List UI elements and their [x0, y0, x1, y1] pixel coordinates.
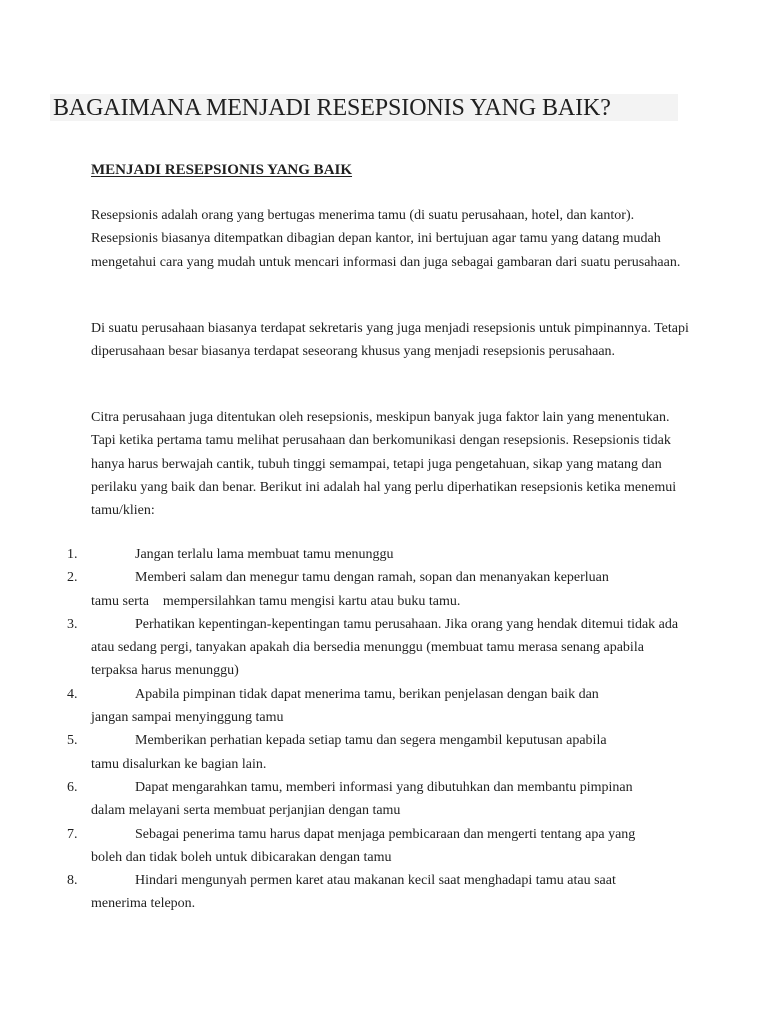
list-item-continuation: jangan sampai menyinggung tamu [91, 710, 284, 726]
list-item-continuation: dalam melayani serta membuat perjanjian dengan tamu [91, 803, 401, 819]
list-item [0, 823, 691, 870]
list-item [0, 543, 691, 566]
list-number: 1. [67, 547, 78, 562]
numbered-list [0, 543, 768, 916]
list-item [0, 566, 691, 613]
list-item-text: Memberikan perhatian kepada setiap tamu dan segera mengambil keputusan apabila [135, 733, 607, 749]
paragraph-text: Resepsionis adalah orang yang bertugas menerima tamu (di suatu perusahaan, hotel, dan kantor). Resepsionis biasanya ditempatkan dibagian depan kantor, ini bertujuan agar tamu yang datang mudah mengetahui cara yang mudah untuk mencari informasi dan juga sebagai gambaran dari suatu perusahaan. [91, 208, 681, 270]
list-item-text: Perhatikan kepentingan-kepentingan tamu perusahaan. Jika orang yang hendak ditemui [135, 616, 624, 632]
list-number: 4. [67, 686, 78, 702]
list-item-text: Jangan terlalu lama membuat tamu menunggu [135, 547, 394, 562]
list-number: 8. [67, 873, 78, 889]
list-item-continuation: tamu disalurkan ke bagian lain. [91, 756, 267, 772]
list-item-text: Hindari mengunyah permen karet atau makanan kecil saat menghadapi tamu atau saat [135, 873, 616, 889]
list-number: 7. [67, 826, 78, 842]
list-item-continuation: boleh dan tidak boleh untuk dibicarakan dengan tamu [91, 849, 392, 865]
paragraph-text: Citra perusahaan juga ditentukan oleh resepsionis, meskipun banyak juga faktor lain yang menentukan. Tapi ketika pertama tamu melihat perusahaan dan berkomunikasi dengan resepsionis. Resepsionis tidak hanya harus berwajah cantik, tubuh tinggi semampai, tetapi juga pengetahuan, sikap yang matang dan perilaku yang baik dan benar. Berikut ini adalah hal yang perlu diperhatikan resepsionis ketika menemui tamu/klien: [91, 410, 677, 519]
list-item-continuation: menerima telepon. [91, 896, 196, 912]
list-item-text: Sebagai penerima tamu harus dapat menjaga pembicaraan dan mengerti tentang apa yang [135, 826, 636, 842]
list-item-continuation: tamu serta [91, 593, 149, 609]
section-subheading: MENJADI RESEPSIONIS YANG BAIK [91, 162, 353, 178]
list-item-text: Apabila pimpinan tidak dapat menerima tamu, berikan penjelasan dengan baik dan [135, 686, 599, 702]
list-number: 2. [67, 570, 78, 586]
list-number: 6. [67, 779, 78, 795]
paragraph-3 [91, 406, 691, 522]
list-item-continuation: mempersilahkan tamu mengisi kartu atau buku tamu. [162, 593, 461, 609]
list-item-text: Memberi salam dan menegur tamu dengan ramah, sopan dan menanyakan keperluan [135, 570, 609, 586]
list-item [0, 869, 691, 916]
page-title: BAGAIMANA MENJADI RESEPSIONIS YANG BAIK? [53, 95, 611, 121]
list-item [0, 613, 691, 683]
paragraph-text: Di suatu perusahaan biasanya terdapat sekretaris yang juga menjadi resepsionis untuk pimpinannya. Tetapi diperusahaan besar biasanya terdapat seseorang khusus yang menjadi resepsionis perusahaan. [91, 321, 689, 360]
list-number: 3. [67, 616, 78, 632]
list-number: 5. [67, 733, 78, 749]
list-item [0, 683, 691, 730]
list-item-text: Dapat mengarahkan tamu, memberi informasi yang dibutuhkan dan membantu pimpinan [135, 779, 633, 795]
list-item-continuation: tidak ada atau sedang pergi, tanyakan apakah dia bersedia menunggu (membuat tamu merasa senang apabila terpaksa harus menunggu) [91, 616, 679, 679]
list-item [0, 776, 691, 823]
list-item [0, 729, 691, 776]
paragraph-2 [91, 317, 691, 364]
paragraph-1 [91, 204, 691, 274]
